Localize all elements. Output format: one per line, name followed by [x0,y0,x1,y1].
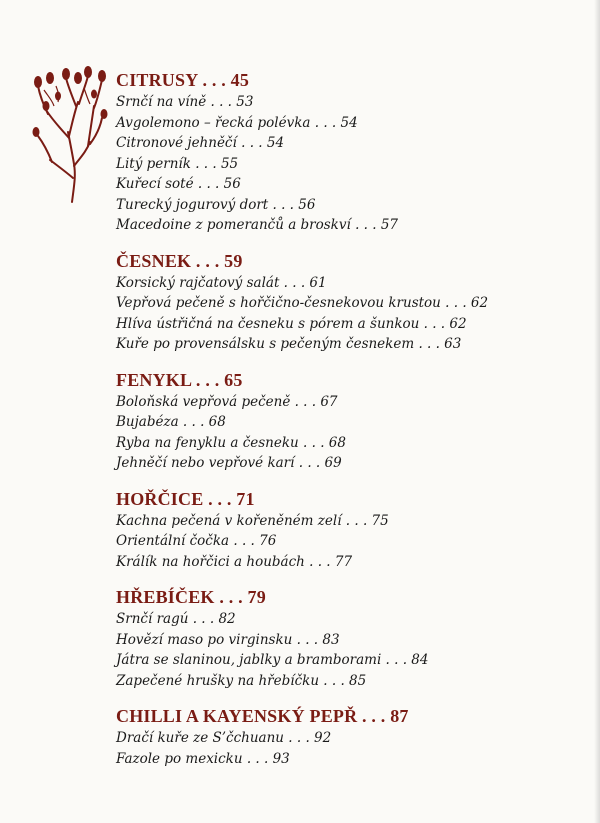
recipe-entry: Kuře po provensálsku s pečeným česnekem . . . 63 [116,336,462,352]
recipe-entry: Citronové jehněčí . . . 54 [116,135,285,151]
recipe-entry: Vepřová pečeně s hořčično-česnekovou krustou . . . 62 [116,295,489,311]
recipe-entry: Boloňská vepřová pečeně . . . 67 [116,393,338,410]
toc-section [116,705,586,769]
recipe-entry: Hlíva ústřičná na česneku s pórem a šunkou . . . 62 [116,315,467,332]
recipe-list [116,273,586,355]
section-heading: CHILLI A KAYENSKÝ PEPŘ . . . 87 [116,706,409,726]
recipe-entry: Turecký jogurový dort . . . 56 [116,196,316,213]
recipe-entry: Orientální čočka . . . 76 [116,533,277,549]
recipe-entry: Bujabéza . . . 68 [116,414,226,430]
recipe-entry: Srnčí na víně . . . 53 [116,94,254,110]
recipe-entry: Játra se slaninou, jablky a bramborami . . . 84 [116,652,429,668]
recipe-entry: Dračí kuře ze S’čchuanu . . . 92 [116,730,332,746]
recipe-list [116,728,586,769]
toc-section [116,488,586,573]
recipe-entry: Jehněčí nebo vepřové karí . . . 69 [116,455,342,471]
section-heading: ČESNEK . . . 59 [116,250,243,271]
recipe-entry: Králík na hořčici a houbách . . . 77 [116,553,353,570]
recipe-entry: Hovězí maso po virginsku . . . 83 [116,631,340,648]
page-edge [594,0,600,823]
recipe-entry: Zapečené hrušky na hřebíčku . . . 85 [116,672,367,689]
section-heading: HŘEBÍČEK . . . 79 [116,587,266,607]
recipe-entry: Kachna pečená v kořeněném zelí . . . 75 [116,512,389,529]
section-heading: CITRUSY . . . 45 [116,70,250,90]
recipe-list [116,609,586,691]
toc-section [116,69,586,236]
recipe-entry: Fazole po mexicku . . . 93 [116,750,290,767]
section-heading: FENYKL . . . 65 [116,369,243,390]
recipe-list [116,392,586,474]
recipe-entry: Avgolemono – řecká polévka . . . 54 [116,114,358,131]
recipe-entry: Macedoine z pomerančů a broskví . . . 57 [116,217,399,233]
recipe-list [116,92,586,236]
recipe-entry: Kuřecí soté . . . 56 [116,176,241,192]
recipe-entry: Srnčí ragú . . . 82 [116,611,236,627]
table-of-contents [116,69,586,769]
recipe-entry: Litý perník . . . 55 [116,155,239,172]
clove-sprig-illustration [28,66,108,206]
toc-section [116,369,586,474]
recipe-list [116,511,586,573]
recipe-entry: Korsický rajčatový salát . . . 61 [116,274,327,291]
section-heading: HOŘČICE . . . 71 [116,488,255,509]
recipe-entry: Ryba na fenyklu a česneku . . . 68 [116,434,346,451]
toc-section [116,586,586,691]
toc-section [116,250,586,355]
